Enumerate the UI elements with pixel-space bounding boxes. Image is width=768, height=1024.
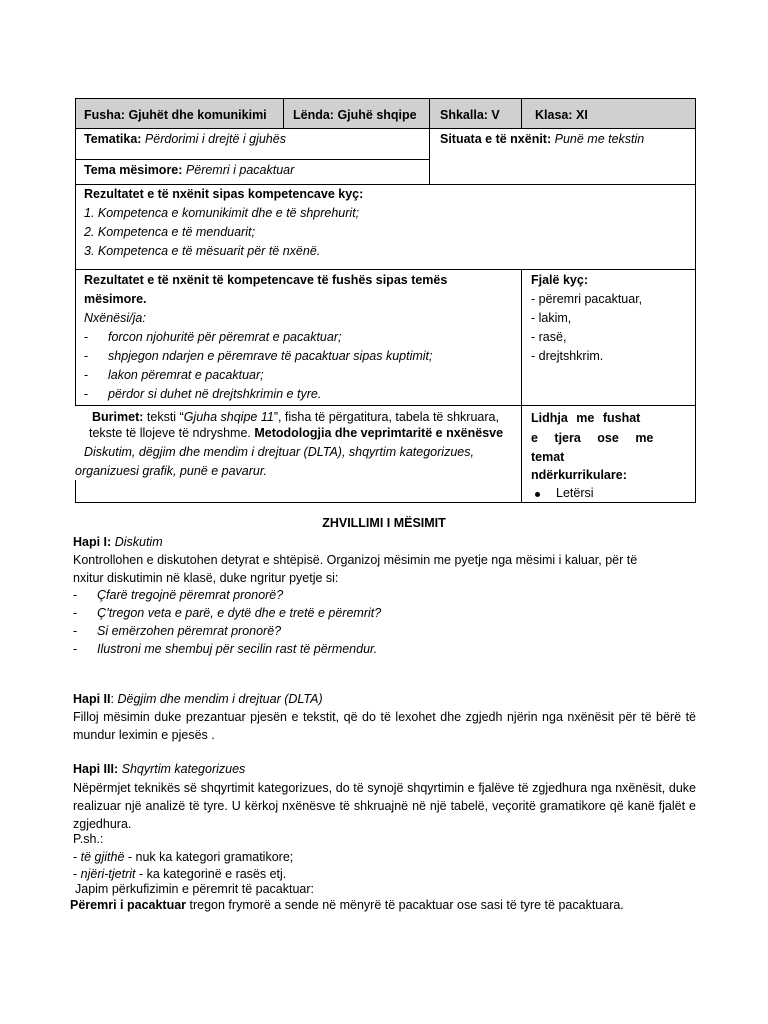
table-border — [75, 128, 696, 129]
hapi1-heading — [73, 535, 163, 550]
table-border — [75, 159, 429, 160]
kompetenca-item: 3. Kompetenca e të mësuarit për të nxënë. — [84, 244, 321, 258]
book-title: Gjuha shqipe 11 — [183, 410, 274, 424]
definition-text: tregon frymorë a sende në mënyrë të pacaktuar ose sasi të tyre të pacaktuara. — [186, 898, 624, 912]
hapi3-heading — [73, 762, 245, 777]
table-border — [75, 98, 76, 405]
kompetenca-item: 1. Kompetenca e komunikimit dhe e të shprehurit; — [84, 206, 360, 220]
table-border — [75, 269, 696, 270]
table-border — [283, 98, 284, 128]
hapi3-paragraph: Nëpërmjet teknikës së shqyrtimit kategorizues, do të synojë shqyrtimin e fjalëve të zgjedhura nga nxënësit, duke realizuar një analizë të tyre. U kërkoj nxënësve të shkruajnë në një tabelë, veçoritë gramatikore që kanë fjalët e zgjedhura. — [73, 781, 696, 831]
example-item: - njëri-tjetrit - ka kategorinë e rasës etj. — [73, 867, 287, 881]
dash-marker: - — [84, 330, 89, 344]
table-border — [429, 98, 430, 185]
situata-value: Punë me tekstin — [554, 132, 645, 146]
bullet-icon — [535, 492, 540, 497]
keyword-item: - lakim, — [531, 311, 572, 325]
rezultatet-kyc-title: Rezultatet e të nxënit sipas kompetencave kyç: — [84, 187, 364, 201]
hapi2-heading — [73, 692, 323, 707]
rezultatet-fushes-title-2: mësimore. — [84, 292, 147, 306]
keyword-item: - përemri pacaktuar, — [531, 292, 643, 306]
rezultatet-fushes-title-1: Rezultatet e të nxënit të kompetencave të fushës sipas temës — [84, 273, 448, 287]
hapi1-para-1: Kontrollohen e diskutohen detyrat e shtëpisë. Organizoj mësimin me pyetje nga mësimi i kaluar, për të — [73, 553, 638, 567]
dash-marker: - — [73, 606, 78, 620]
objective-item: përdor si duhet në drejtshkrimin e tyre. — [108, 387, 322, 401]
burimet-text: tekste të llojeve të ndryshme. — [89, 426, 251, 440]
question-item: Çfarë tregojnë përemrat pronorë? — [97, 588, 284, 602]
question-item: Ç’tregon veta e parë, e dytë dhe e tretë e përemrit? — [97, 606, 382, 620]
burimet-line-1 — [92, 410, 499, 425]
hapi2-paragraph: Filloj mësimin duke prezantuar pjesën e tekstit, që do të lexohet dhe zgjedh njërin nga nxënësit për të bërë të mundur leximin e pjesës . — [73, 710, 696, 742]
dash-marker: - — [84, 387, 89, 401]
lidhja-line-2: e tjera ose me — [531, 431, 654, 445]
tema-value: Përemri i pacaktuar — [185, 163, 295, 177]
nxenesi-label: Nxënësi/ja: — [84, 311, 146, 325]
shkalla-label: Shkalla: V — [440, 108, 500, 122]
example-item: - të gjithë - nuk ka kategori gramatikore; — [73, 850, 294, 864]
table-border — [695, 98, 696, 503]
metodologjia-line-2: organizuesi grafik, punë e pavarur. — [75, 464, 268, 478]
question-item: Ilustroni me shembuj për secilin rast të përmendur. — [97, 642, 378, 656]
definition-line — [70, 898, 624, 913]
table-border — [521, 98, 522, 128]
tematika-value: Përdorimi i drejtë i gjuhës — [144, 132, 286, 146]
burimet-line-2 — [89, 426, 503, 441]
tema-row — [84, 163, 294, 178]
hapi3-name: Shqyrtim kategorizues — [121, 762, 246, 776]
burimet-text: teksti “ — [146, 410, 184, 424]
tema-label: Tema mësimore: — [84, 163, 183, 177]
tematika-label: Tematika: — [84, 132, 142, 146]
psh-label: P.sh.: — [73, 832, 104, 846]
burimet-label: Burimet: — [92, 410, 144, 424]
question-item: Si emërzohen përemrat pronorë? — [97, 624, 282, 638]
table-border — [521, 269, 522, 503]
hapi2-label: Hapi II — [73, 692, 111, 706]
section-title: ZHVILLIMI I MËSIMIT — [322, 516, 446, 530]
fjale-kyc-title: Fjalë kyç: — [531, 273, 588, 287]
hapi1-para-2: nxitur diskutimin në klasë, duke ngritur pyetje si: — [73, 571, 339, 585]
dash-marker: - — [73, 642, 78, 656]
hapi1-name: Diskutim — [114, 535, 163, 549]
dash-marker: - — [84, 349, 89, 363]
table-border — [75, 480, 76, 502]
objective-item: forcon njohuritë për përemrat e pacaktuar; — [108, 330, 342, 344]
hapi3-label: Hapi III: — [73, 762, 119, 776]
klasa-label: Klasa: XI — [535, 108, 588, 122]
example-rest: - ka kategorinë e rasës etj. — [135, 867, 287, 881]
example-rest: - nuk ka kategori gramatikore; — [124, 850, 294, 864]
example-word: të gjithë — [80, 850, 125, 864]
keyword-item: - drejtshkrim. — [531, 349, 604, 363]
lidhja-line-3: temat — [531, 450, 565, 464]
objective-item: lakon përemrat e pacaktuar; — [108, 368, 264, 382]
metodologjia-line-1: Diskutim, dëgjim dhe mendim i drejtuar (DLTA), shqyrtim kategorizues, — [84, 445, 474, 459]
dash-marker: - — [73, 624, 78, 638]
hapi2-colon: : — [110, 692, 114, 706]
objective-item: shpjegon ndarjen e përemrave të pacaktuar sipas kuptimit; — [108, 349, 433, 363]
lidhja-item: Letërsi — [556, 486, 594, 500]
table-border — [75, 405, 696, 406]
lidhja-line-4: ndërkurrikulare: — [531, 468, 627, 482]
hapi2-name: Dëgjim dhe mendim i drejtuar (DLTA) — [117, 692, 323, 706]
lidhja-line-1: Lidhja me fushat — [531, 411, 641, 425]
dash-marker: - — [73, 588, 78, 602]
keyword-item: - rasë, — [531, 330, 567, 344]
table-border — [75, 98, 696, 99]
example-word: njëri-tjetrit — [80, 867, 136, 881]
dash-marker: - — [84, 368, 89, 382]
hapi1-label: Hapi I: — [73, 535, 112, 549]
lenda-label: Lënda: Gjuhë shqipe — [293, 108, 417, 122]
situata-row — [440, 132, 644, 147]
fusha-label: Fusha: Gjuhët dhe komunikimi — [84, 108, 267, 122]
table-border — [75, 502, 696, 503]
japim-line: Japim përkufizimin e përemrit të pacaktuar: — [75, 882, 314, 896]
kompetenca-item: 2. Kompetenca e të menduarit; — [84, 225, 255, 239]
definition-term: Përemri i pacaktuar — [70, 898, 187, 912]
situata-label: Situata e të nxënit: — [440, 132, 552, 146]
metodologjia-label: Metodologjia dhe veprimtaritë e nxënësve — [254, 426, 504, 440]
table-border — [75, 184, 696, 185]
burimet-text: ”, fisha të përgatitura, tabela të shkruara, — [273, 410, 499, 424]
tematika-row — [84, 132, 286, 147]
